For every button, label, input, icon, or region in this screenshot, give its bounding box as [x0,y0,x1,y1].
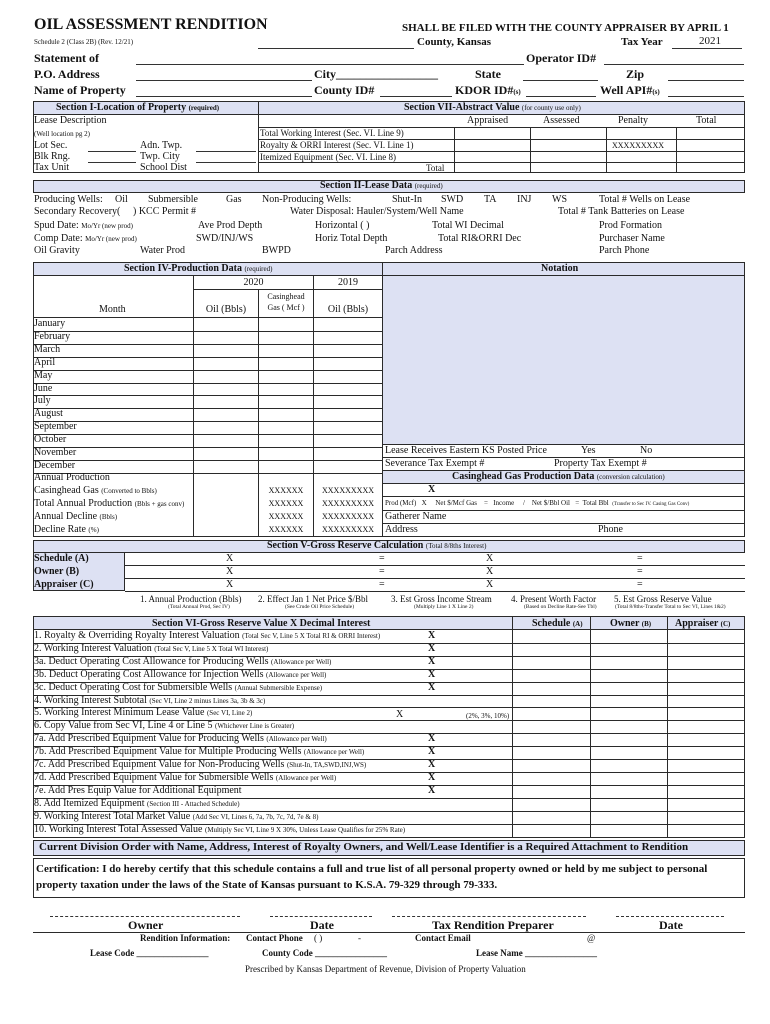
valuation-line-note: (Allowance per Well) [266,735,327,744]
valuation-line-x: X [428,746,436,758]
year-2: 2019 [338,277,358,288]
month-row-divider [33,434,382,435]
ave-prod-depth-label: Ave Prod Depth [198,220,263,231]
notation-shaded-area [383,276,744,444]
certification-line-2: property taxation under the laws of the State of Kansas pursuant to K.S.A. 79-329 through 79-333. [36,879,498,891]
gross-col-3: 3. Est Gross Income Stream [391,594,492,604]
valuation-line-x: X [428,655,436,667]
contact-phone-label: Contact Phone [246,933,303,943]
decline-rate-label: Decline Rate (%) [34,524,99,535]
valuation-line-text: 9. Working Interest Total Market Value [34,810,191,822]
posted-price-yes[interactable]: Yes [581,445,596,456]
swd-inj-ws-label: SWD/INJ/WS [196,233,254,244]
valuation-line-note: (Multiply Sec VI, Line 9 X 30%, Unless Lease Qualifies for 25% Rate) [204,825,406,834]
xx-cg-1: XXXXXX [268,486,304,495]
county-id-label: County ID# [314,83,375,97]
valuation-line [34,811,318,822]
valuation-line-x: X [428,681,436,693]
horiz-total-depth-label: Horiz Total Depth [315,233,388,244]
valuation-line-x: X [428,630,436,641]
line5-pct: (2%, 3%, 10%) [466,712,510,720]
valuation-line-text: 1. Royalty & Overriding Royalty Interest Valuation [34,630,240,641]
valuation-line-note: (Add Sec VI, Lines 6, 7a, 7b, 7c, 7d, 7e & 8) [192,812,319,821]
rendition-info-label: Rendition Information: [140,933,231,943]
total-annual-label: Total Annual Production (Bbls + gas conv) [34,498,185,509]
certification-line-1: Certification: I do hereby certify that this schedule contains a full and true list of all personal property owned or held by me subject to personal [36,863,708,875]
valuation-line-note: (Allowance per Well) [303,748,365,757]
valuation-line-note: (Whichever Line is Greater) [215,722,295,731]
month-row-label: April [34,356,56,368]
gross-col-1: 1. Annual Production (Bbls) [140,594,242,604]
county-line[interactable] [258,48,414,49]
valuation-line [34,695,265,706]
valuation-line-note: (Section III - Attached Schedule) [147,799,240,808]
tax-year-value[interactable]: 2021 [699,35,721,47]
county-kansas-label: County, Kansas [417,36,491,48]
county-code-label[interactable]: County Code ________________ [262,948,388,958]
valuation-line [34,643,268,654]
contact-phone-dash: - [358,933,361,943]
abstract-row-royalty: Royalty & ORRI Interest (Sec. VI. Line 1) [260,140,414,150]
filing-notice: SHALL BE FILED WITH THE COUNTY APPRAISER BY APRIL 1 [402,22,729,34]
submersible-label: Submersible [148,194,198,205]
secondary-recovery-label: Secondary Recovery( [34,206,121,217]
total-wi-decimal-label: Total WI Decimal [432,220,504,231]
valuation-line-text: 7d. Add Prescribed Equipment Value for Submersible Wells [34,771,274,783]
gross-col-1-sub: (Total Annual Prod, Sec IV) [168,604,230,610]
month-row-divider [33,421,382,422]
valuation-line-text: 8. Add Itemized Equipment [34,797,145,809]
gross-calc-x: X [226,579,234,590]
parch-phone-label: Parch Phone [599,245,650,256]
footer-prescribed: Prescribed by Kansas Department of Revenue, Division of Property Valuation [245,964,526,974]
valuation-line-x: X [428,784,436,796]
bwpd-label: BWPD [262,245,291,256]
water-prod-label: Water Prod [140,245,186,256]
gatherer-phone-label: Phone [598,524,623,535]
well-location-note: (Well location pg 2) [34,130,91,138]
ws-label: WS [552,194,567,205]
oil-gravity-label: Oil Gravity [34,245,80,256]
penalty-col-header: Penalty [618,115,648,126]
gatherer-address-label: Address [385,524,418,535]
owner-col: Owner (B) [610,618,652,629]
gatherer-name-label: Gatherer Name [385,511,447,522]
valuation-line [34,798,240,809]
valuation-line-note: (Allowance per Well) [266,670,327,679]
state-line[interactable] [523,80,598,81]
gross-calc-eq: = [637,553,643,564]
gross-calc-underline [125,565,745,566]
xx-ta-1: XXXXXX [268,499,304,508]
preparer-date-label: Date [659,918,683,932]
section-iv-title: Section IV-Production Data (required) [124,263,273,274]
section-vii-title: Section VII-Abstract Value (for county use only) [404,102,581,113]
gross-calc-underline [125,591,745,592]
owner-signature-line[interactable] [50,916,240,917]
owner-date-label: Date [310,918,334,932]
valuation-line-note: (Allowance per Well) [275,773,337,782]
non-producing-label: Non-Producing Wells: [262,194,352,205]
valuation-line-note: (Allowance per Well) [271,657,332,666]
kdor-id-label: KDOR ID#(s) [455,83,521,97]
tax-year-line [672,48,742,49]
section-v-title: Section V-Gross Reserve Calculation (Total 8/8ths Interest) [267,540,487,551]
swd-label: SWD [441,194,464,205]
ta-label: TA [484,194,497,205]
month-row-label: March [34,343,61,355]
kdor-id-line[interactable] [526,96,596,97]
city-label: City_________________ [314,67,438,81]
gross-col-4: 4. Present Worth Factor [511,594,597,604]
month-row-divider [33,460,382,461]
valuation-line [34,707,252,718]
valuation-line-text: 2. Working Interest Valuation [34,642,152,654]
month-row-label: September [34,421,77,433]
schedule-a-row: Schedule (A) [34,553,89,564]
horizontal-label: Horizontal ( ) [315,220,370,231]
valuation-line [34,772,336,783]
spud-date-label: Spud Date: Mo/Yr (new prod) [34,220,133,231]
valuation-line-note: (Annual Submersible Expense) [234,683,323,692]
kcc-permit-label: ) KCC Permit # [133,206,197,217]
valuation-line-text: 3c. Deduct Operating Cost for Submersible Wells [34,681,233,693]
lease-name-label[interactable]: Lease Name ________________ [476,948,597,958]
contact-email-label: Contact Email [415,933,471,943]
schedule-col: Schedule (A) [532,618,583,629]
abstract-row-total: Total [426,163,445,173]
valuation-line-note: (Sec VI, Line 2 minus Lines 3a, 3b & 3c) [149,696,266,705]
po-address-label: P.O. Address [34,67,100,81]
valuation-line-text: 7c. Add Prescribed Equipment Value for Non-Producing Wells [34,759,285,770]
month-row-divider [33,370,382,371]
zip-line[interactable] [668,80,744,81]
annual-production-label: Annual Production [34,472,110,483]
comp-date-label: Comp Date: Mo/Yr (new prod) [34,233,137,244]
property-tax-exempt: Property Tax Exempt # [554,458,647,469]
gross-calc-eq: = [379,566,385,577]
gross-calc-eq: = [379,553,385,564]
penalty-xs: XXXXXXXXX [612,141,664,150]
blk-rng-label: Blk Rng. [34,151,71,162]
contact-email-at[interactable]: @ [587,933,596,943]
gross-col-3-sub: (Multiply Line 1 X Line 2) [414,604,474,610]
month-row-divider [33,408,382,409]
month-row-divider [33,383,382,384]
valuation-line [34,785,242,796]
form-title: OIL ASSESSMENT RENDITION [34,16,268,33]
school-dist-label: School Dist [140,162,187,173]
shut-in-label: Shut-In [392,194,422,205]
prod-formation-label: Prod Formation [599,220,663,231]
valuation-line [34,630,380,641]
gas-label: Gas [226,194,242,205]
month-row-label: August [34,408,63,420]
oil-bbls-2-col-header: Oil (Bbls) [327,304,369,315]
gross-col-4-sub: (Based on Decline Rate-See Tbl) [524,604,597,610]
conversion-formula-row: Prod (Mcf) X Net $/Mcf Gas = Income / Net $/Bbl Oil = Total Bbl (Transfer to Sec IV. Casing Gas Conv) [385,499,690,507]
po-address-line[interactable] [136,80,312,81]
water-disposal-label: Water Disposal: Hauler/System/Well Name [290,206,464,217]
appraised-col-header: Appraised [467,115,509,126]
name-of-property-line[interactable] [136,96,312,97]
valuation-line-x: X [428,668,436,680]
state-label: State [475,67,501,81]
lease-description-label: Lease Description [34,115,107,126]
gas-mcf-col-header: Gas ( Mcf ) [267,303,305,312]
valuation-line-text: 3a. Deduct Operating Cost Allowance for Producing Wells [34,655,269,667]
tax-year-label: Tax Year [621,36,663,48]
posted-price-no[interactable]: No [640,445,653,456]
abstract-row-itemized: Itemized Equipment (Sec. VI. Line 8) [260,152,397,162]
eastern-ks-posted-price: Lease Receives Eastern KS Posted Price [385,445,547,456]
valuation-line-text: 7a. Add Prescribed Equipment Value for Producing Wells [34,733,264,745]
valuation-line-x: X [428,759,436,770]
month-row-label: February [34,330,71,342]
owner-date-line[interactable] [270,916,372,917]
xx-ad-2: XXXXXXXXX [322,512,374,521]
month-row-label: June [34,382,53,394]
gross-calc-eq: = [379,579,385,590]
year-1: 2020 [243,277,264,288]
division-order-text: Current Division Order with Name, Address, Interest of Royalty Owners, and Well/Lease Identifier is a Required Attachment to Rendition [39,841,689,853]
valuation-line [34,669,326,680]
casinghead-col-header: Casinghead [267,292,305,301]
lease-code-label[interactable]: Lease Code ________________ [90,948,209,958]
valuation-line [34,720,294,731]
statement-of-line[interactable] [136,64,524,65]
oil-label: Oil [115,194,128,205]
well-api-label: Well API#(s) [600,83,660,97]
total-ri-orri-label: Total RI&ORRI Dec [438,233,522,244]
valuation-line [34,746,364,757]
month-row-label: May [34,369,53,381]
section-ii-title: Section II-Lease Data (required) [320,180,443,191]
valuation-line-x: X [428,733,436,745]
annual-decline-label: Annual Decline (Bbls) [34,511,118,522]
valuation-line [34,682,322,693]
gross-calc-eq: = [637,579,643,590]
assessed-col-header: Assessed [543,115,580,126]
notation-title: Notation [541,263,579,274]
valuation-line-note: (Total Sec V, Line 5 X Total RI & ORRI Interest) [242,632,381,640]
preparer-signature-line[interactable] [392,916,586,917]
gross-calc-x: X [486,566,494,577]
tank-batteries-label: Total # Tank Batteries on Lease [558,206,685,217]
total-col-header: Total [696,115,717,126]
adm-twp-label: Adn. Twp. [140,140,183,151]
contact-phone-paren[interactable]: ( ) [314,933,323,943]
gross-calc-underline [125,578,745,579]
section-vi-title: Section VI-Gross Reserve Value X Decimal Interest [152,618,371,629]
month-row-divider [33,447,382,448]
month-row-label: October [34,434,67,446]
valuation-line-x: X [428,642,436,654]
month-row-divider [33,395,382,396]
casinghead-gas-label: Casinghead Gas (Converted to Bbls) [34,485,157,496]
valuation-line-note: (Sec VI, Line 2) [206,709,253,718]
operator-id-line[interactable] [604,64,744,65]
month-row-label: December [34,459,76,471]
statement-of-label: Statement of [34,51,99,65]
valuation-line-text: 10. Working Interest Total Assessed Value [34,823,203,835]
valuation-line-note: (Shut-In, TA,SWD,INJ,WS) [286,761,367,769]
valuation-line-text: 3b. Deduct Operating Cost Allowance for Injection Wells [34,668,264,680]
month-row-label: November [34,447,77,458]
preparer-date-line[interactable] [616,916,724,917]
xx-cg-2: XXXXXXXXX [322,486,374,495]
gross-calc-x: X [486,579,494,590]
zip-label: Zip [626,67,645,81]
gross-col-5-sub: (Total 8/8ths-Transfer Total to Sec VI, Lines 1&2) [615,604,726,610]
appraiser-c-row: Appraiser (C) [34,579,94,590]
gross-col-2: 2. Effect Jan 1 Net Price $/Bbl [258,594,369,604]
purchaser-name-label: Purchaser Name [599,233,665,244]
name-of-property-label: Name of Property [34,83,126,97]
parch-address-label: Parch Address [385,245,443,256]
producing-wells-label: Producing Wells: [34,194,103,205]
gross-col-5: 5. Est Gross Reserve Value [614,594,712,604]
gross-calc-x: X [226,553,234,564]
gross-calc-x: X [226,566,234,577]
abstract-row-total-wi: Total Working Interest (Sec. VI. Line 9) [260,128,404,138]
casinghead-gas-prod-title: Casinghead Gas Production Data (conversion calculation) [452,471,665,482]
appraiser-col: Appraiser (C) [675,618,731,629]
month-row-label: July [34,395,51,407]
valuation-line [34,824,405,835]
severance-tax-exempt: Severance Tax Exempt # [385,458,485,469]
xx-dr-1: XXXXXX [268,525,304,534]
tax-unit-label: Tax Unit [34,162,70,173]
gross-col-2-sub: (See Crude Oil Price Schedule) [285,604,355,610]
month-row-divider [33,344,382,345]
month-row-label: January [34,318,66,329]
conversion-x: X [428,484,436,495]
oil-bbls-col-header: Oil (Bbls) [205,304,247,315]
month-col-header: Month [99,304,126,315]
inj-label: INJ [517,194,532,205]
total-wells-label: Total # Wells on Lease [599,194,691,205]
schedule-code: Schedule 2 (Class 2B) (Rev. 12/21) [34,38,134,46]
valuation-line-x: X [428,771,436,783]
gross-calc-x: X [486,553,494,564]
valuation-line-note: (Total Sec V, Line 5 X Total WI Interest) [154,644,269,653]
owner-signature-label: Owner [128,918,164,932]
preparer-label: Tax Rendition Preparer [432,918,554,932]
month-row-divider [33,331,382,332]
valuation-line-text: 4. Working Interest Subtotal [34,694,147,706]
operator-id-label: Operator ID# [526,51,597,65]
valuation-line-text: 7e. Add Pres Equip Value for Additional Equipment [34,784,242,796]
twp-city-label: Twp. City [140,151,180,162]
owner-b-row: Owner (B) [34,566,80,577]
xx-ad-1: XXXXXX [268,512,304,521]
valuation-line-text: 7b. Add Prescribed Equipment Value for Multiple Producing Wells [34,746,302,758]
valuation-line [34,733,327,744]
xx-dr-2: XXXXXXXXX [322,525,374,534]
well-api-line[interactable] [668,96,744,97]
valuation-line-text: 5. Working Interest Minimum Lease Value [34,707,205,719]
valuation-line [34,656,331,667]
gross-calc-eq: = [637,566,643,577]
valuation-line [34,759,366,770]
county-id-line[interactable] [380,96,452,97]
xx-ta-2: XXXXXXXXX [322,499,374,508]
lot-sec-label: Lot Sec. [34,140,68,151]
month-row-divider [33,357,382,358]
section-i-title: Section I-Location of Property (required) [56,102,220,113]
valuation-line-text: 6. Copy Value from Sec VI, Line 4 or Line 5 [34,720,213,732]
line5-x: X [396,709,404,720]
